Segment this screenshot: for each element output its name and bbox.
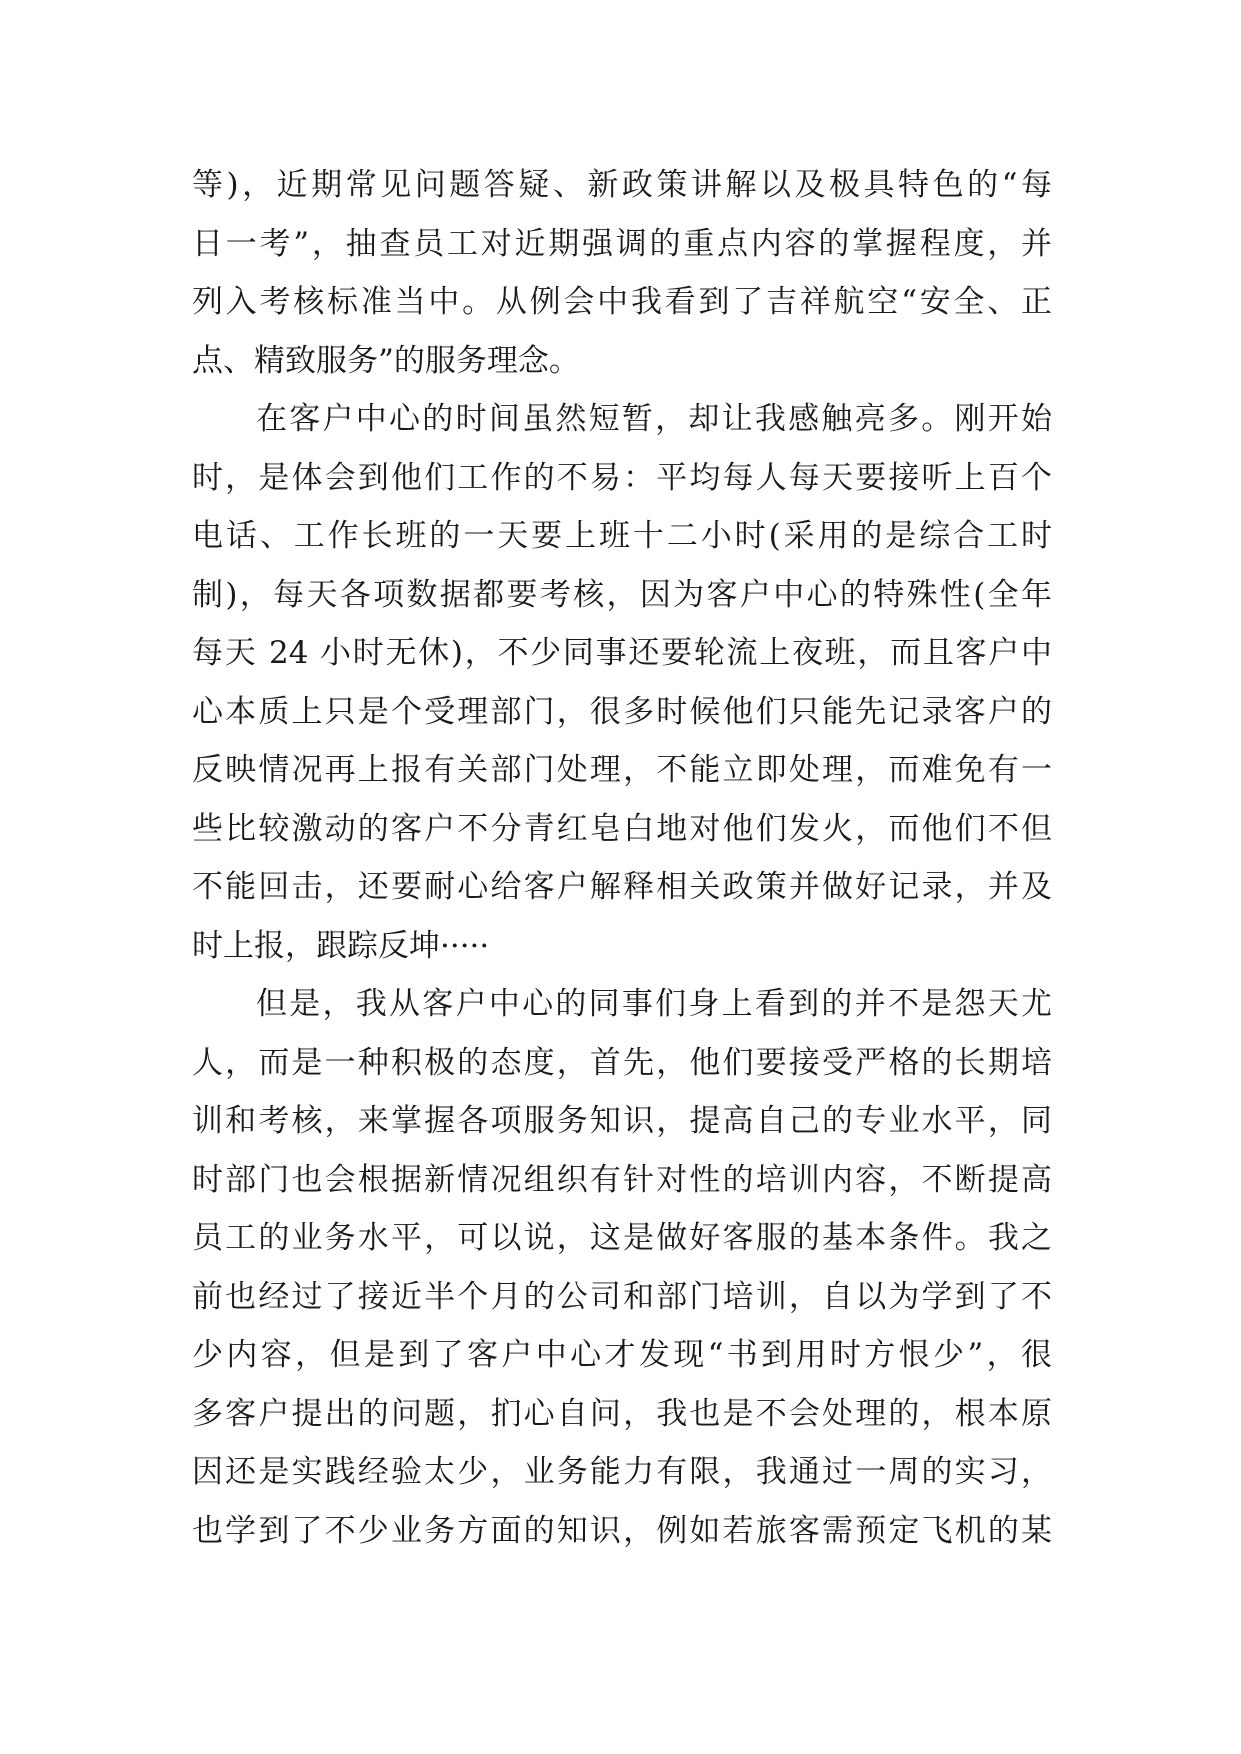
paragraph-first-line: 但是，我从客户中心的同事们身上看到的并不是怨天尤 <box>256 986 1052 1022</box>
text-line: 每天 24 小时无休)，不少同事还要轮流上夜班，而且客户中 <box>192 635 1052 671</box>
text-line: 制)，每天各项数据都要考核，因为客户中心的特殊性(全年 <box>192 576 1052 613</box>
text-line: 些比较激动的客户不分青红皂白地对他们发火，而他们不但 <box>192 810 1052 847</box>
text-line: 因还是实践经验太少，业务能力有限，我通过一周的实习， <box>192 1454 1052 1490</box>
text-line: 训和考核，来掌握各项服务知识，提高自己的专业水平，同 <box>192 1103 1052 1139</box>
document-body <box>192 156 1052 1560</box>
text-line: 员工的业务水平，可以说，这是做好客服的基本条件。我之 <box>192 1220 1052 1256</box>
text-line: 电话、工作长班的一天要上班十二小时(采用的是综合工时 <box>192 518 1052 554</box>
text-line: 也学到了不少业务方面的知识，例如若旅客需预定飞机的某 <box>192 1512 1052 1549</box>
text-line: 等)，近期常见问题答疑、新政策讲解以及极具特色的“每 <box>192 167 1052 203</box>
text-line: 反映情况再上报有关部门处理，不能立即处理，而难免有一 <box>192 752 1052 788</box>
text-line: 人，而是一种积极的态度，首先，他们要接受严格的长期培 <box>192 1044 1052 1081</box>
paragraph-first-line: 在客户中心的时间虽然短暂，却让我感触亮多。刚开始 <box>256 401 1052 437</box>
text-line: 时部门也会根据新情况组织有针对性的培训内容，不断提高 <box>192 1161 1052 1198</box>
text-line: 多客户提出的问题，扪心自问，我也是不会处理的，根本原 <box>192 1395 1052 1432</box>
text-line: 列入考核标准当中。从例会中我看到了吉祥航空“安全、正 <box>192 284 1052 320</box>
text-line: 前也经过了接近半个月的公司和部门培训，自以为学到了不 <box>192 1278 1052 1315</box>
text-line: 少内容，但是到了客户中心才发现“书到用时方恨少”，很 <box>192 1337 1052 1373</box>
text-line: 日一考”，抽查员工对近期强调的重点内容的掌握程度，并 <box>192 225 1052 262</box>
text-line: 点、精致服务”的服务理念。 <box>192 342 580 379</box>
text-line: 心本质上只是个受理部门，很多时候他们只能先记录客户的 <box>192 693 1052 730</box>
text-line: 时，是体会到他们工作的不易：平均每人每天要接听上百个 <box>192 459 1052 496</box>
text-line: 时上报，跟踪反坤····· <box>192 927 490 964</box>
text-line: 不能回击，还要耐心给客户解释相关政策并做好记录，并及 <box>192 869 1052 905</box>
